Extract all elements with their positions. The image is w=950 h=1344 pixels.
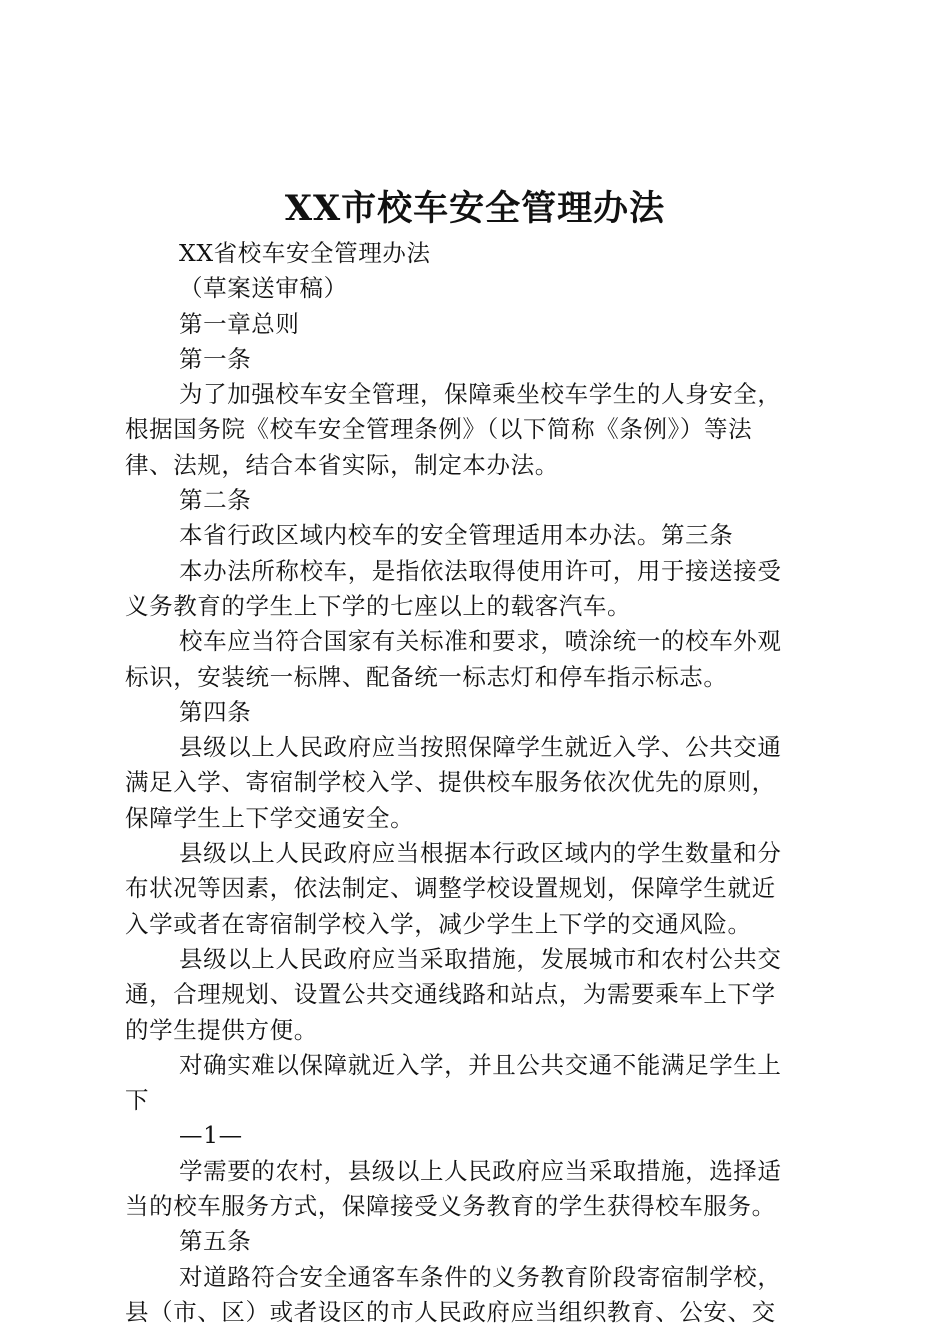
document-line: 的学生提供方便。 [125, 1015, 318, 1044]
document-line: 对道路符合安全通客车条件的义务教育阶段寄宿制学校， [179, 1262, 782, 1291]
document-line: 县（市、区）或者设区的市人民政府应当组织教育、公安、交 [125, 1297, 776, 1326]
document-line: 根据国务院《校车安全管理条例》（以下简称《条例》）等法 [125, 415, 753, 444]
document-line: 本省行政区域内校车的安全管理适用本办法。第三条 [179, 521, 734, 550]
document-line: （草案送审稿） [179, 274, 348, 303]
document-line: 本办法所称校车，是指依法取得使用许可，用于接送接受 [179, 556, 782, 585]
document-line: 下 [125, 1086, 150, 1115]
document-line: 县级以上人民政府应当按照保障学生就近入学、公共交通 [179, 733, 782, 762]
document-line: 第一条 [179, 344, 252, 373]
document-line: 县级以上人民政府应当采取措施，发展城市和农村公共交 [179, 944, 782, 973]
document-line: 学需要的农村，县级以上人民政府应当采取措施，选择适 [179, 1156, 782, 1185]
document-line: 第四条 [179, 697, 252, 726]
document-line: 校车应当符合国家有关标准和要求，喷涂统一的校车外观 [179, 627, 782, 656]
document-body [125, 236, 835, 1330]
document-line: —1— [179, 1121, 243, 1150]
document-line: 义务教育的学生上下学的七座以上的载客汽车。 [125, 591, 632, 620]
document-line: 布状况等因素，依法制定、调整学校设置规划，保障学生就近 [125, 874, 776, 903]
document-line: 第一章总则 [179, 309, 300, 338]
document-line: 标识，安装统一标牌、配备统一标志灯和停车指示标志。 [125, 662, 728, 691]
document-line: 对确实难以保障就近入学，并且公共交通不能满足学生上 [179, 1050, 782, 1079]
document-title: XX市校车安全管理办法 [284, 188, 666, 229]
document-line: 满足入学、寄宿制学校入学、提供校车服务依次优先的原则， [125, 768, 776, 797]
document-line: 第二条 [179, 486, 252, 515]
document-line: 律、法规，结合本省实际，制定本办法。 [125, 450, 559, 479]
document-line: 当的校车服务方式，保障接受义务教育的学生获得校车服务。 [125, 1192, 776, 1221]
document-line: 为了加强校车安全管理，保障乘坐校车学生的人身安全， [179, 380, 782, 409]
document-line: 第五条 [179, 1227, 252, 1256]
document-line: 通，合理规划、设置公共交通线路和站点，为需要乘车上下学 [125, 980, 776, 1009]
document-line: 保障学生上下学交通安全。 [125, 803, 415, 832]
document-line: XX省校车安全管理办法 [179, 239, 431, 267]
document-line: 入学或者在寄宿制学校入学，减少学生上下学的交通风险。 [125, 909, 752, 938]
document-line: 县级以上人民政府应当根据本行政区域内的学生数量和分 [179, 839, 782, 868]
